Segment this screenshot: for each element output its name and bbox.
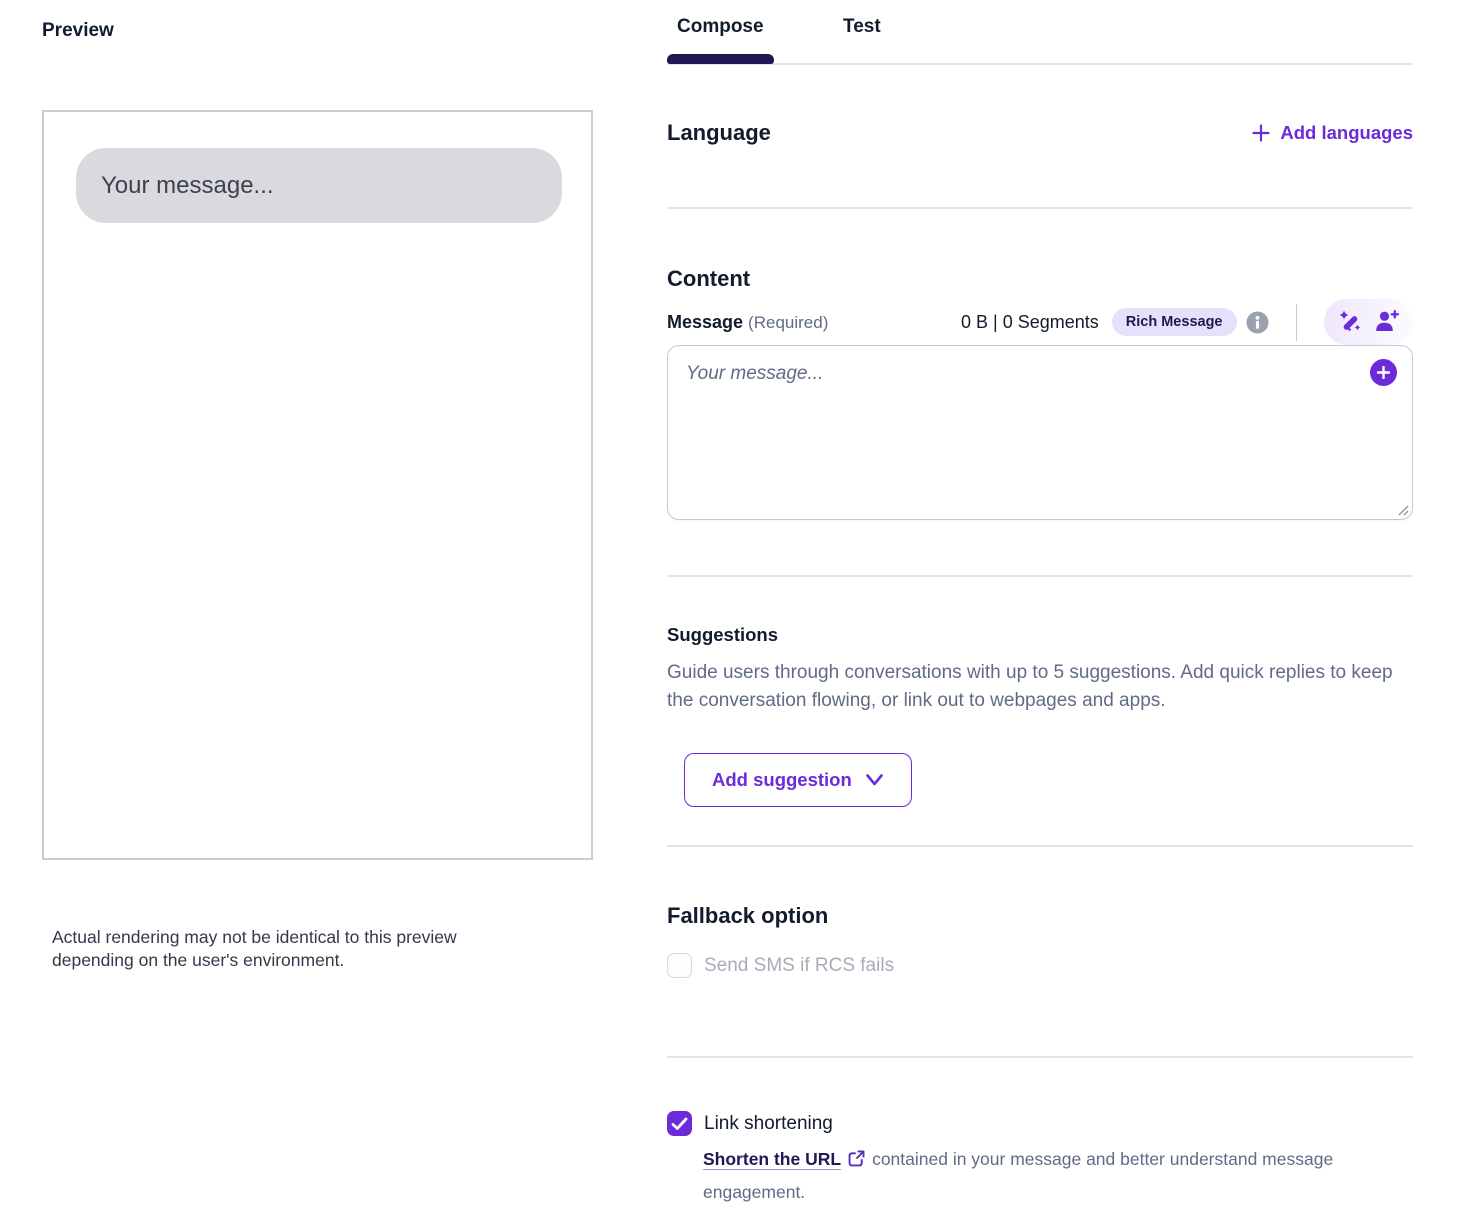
tab-test-label: Test <box>843 16 881 37</box>
send-sms-checkbox[interactable] <box>667 953 692 978</box>
suggestions-heading: Suggestions <box>667 624 779 645</box>
section-divider <box>667 1056 1413 1058</box>
message-toolbar-row <box>667 301 1413 343</box>
rich-message-badge: Rich Message <box>1112 308 1237 336</box>
preview-disclaimer: Actual rendering may not be identical to this preview depending on the user's environment. <box>52 927 457 971</box>
language-heading: Language <box>667 120 771 145</box>
language-section-header <box>667 120 1413 146</box>
fallback-checkbox-row <box>667 953 894 978</box>
content-heading: Content <box>667 266 751 291</box>
suggestions-description: Guide users through conversations with up to 5 suggestions. Add quick replies to keep the conversation flowing, or link out to webpages and apps. <box>667 662 1393 712</box>
add-suggestion-button[interactable] <box>684 753 912 807</box>
message-label: Message <box>667 311 744 332</box>
message-input-wrap <box>667 345 1413 520</box>
ai-assist-button[interactable] <box>1337 309 1363 335</box>
toolbar-divider <box>1296 304 1298 341</box>
insert-content-button[interactable] <box>1370 359 1397 386</box>
shorten-url-link[interactable]: Shorten the URL <box>703 1149 842 1169</box>
compose-panel <box>667 0 1413 1222</box>
send-sms-label: Send SMS if RCS fails <box>704 954 895 976</box>
tab-compose[interactable] <box>667 16 774 38</box>
section-divider <box>667 575 1413 577</box>
link-shortening-checkbox[interactable] <box>667 1111 692 1136</box>
fallback-heading: Fallback option <box>667 903 829 928</box>
external-link-icon <box>847 1149 866 1168</box>
message-required-hint: (Required) <box>748 312 829 332</box>
link-shortening-row <box>667 1111 833 1136</box>
tab-compose-label: Compose <box>677 16 764 37</box>
tab-test[interactable] <box>833 16 891 38</box>
person-add-icon <box>1374 309 1400 335</box>
message-preview-bubble <box>76 148 562 223</box>
chevron-down-icon <box>865 773 884 787</box>
add-languages-label: Add languages <box>1280 122 1413 143</box>
link-shortening-description <box>703 1144 1403 1207</box>
message-field-label <box>667 312 828 333</box>
personalize-button[interactable] <box>1374 309 1400 335</box>
preview-heading: Preview <box>42 20 114 41</box>
tabs-divider <box>667 63 1413 65</box>
resize-handle[interactable] <box>1395 502 1409 516</box>
info-icon <box>1246 311 1269 334</box>
link-shortening-description-text: contained in your message and better understand message engagement. <box>703 1149 1334 1203</box>
message-preview-text: Your message... <box>101 171 274 199</box>
section-divider <box>667 207 1413 209</box>
checkmark-icon <box>671 1117 688 1131</box>
device-preview-panel <box>42 110 593 860</box>
plus-icon <box>1251 123 1271 143</box>
message-ai-toolbar <box>1324 299 1413 345</box>
magic-wand-icon <box>1337 309 1363 335</box>
message-input[interactable] <box>667 345 1413 520</box>
message-toolbar <box>961 299 1413 345</box>
link-shortening-label: Link shortening <box>704 1112 833 1134</box>
byte-segment-counter: 0 B | 0 Segments <box>961 311 1099 332</box>
add-languages-button[interactable] <box>1251 122 1413 144</box>
add-suggestion-label: Add suggestion <box>712 769 852 790</box>
active-tab-indicator <box>667 54 774 64</box>
plus-circle-icon <box>1377 366 1390 379</box>
section-divider <box>667 845 1413 847</box>
rich-message-info-button[interactable] <box>1246 311 1269 334</box>
